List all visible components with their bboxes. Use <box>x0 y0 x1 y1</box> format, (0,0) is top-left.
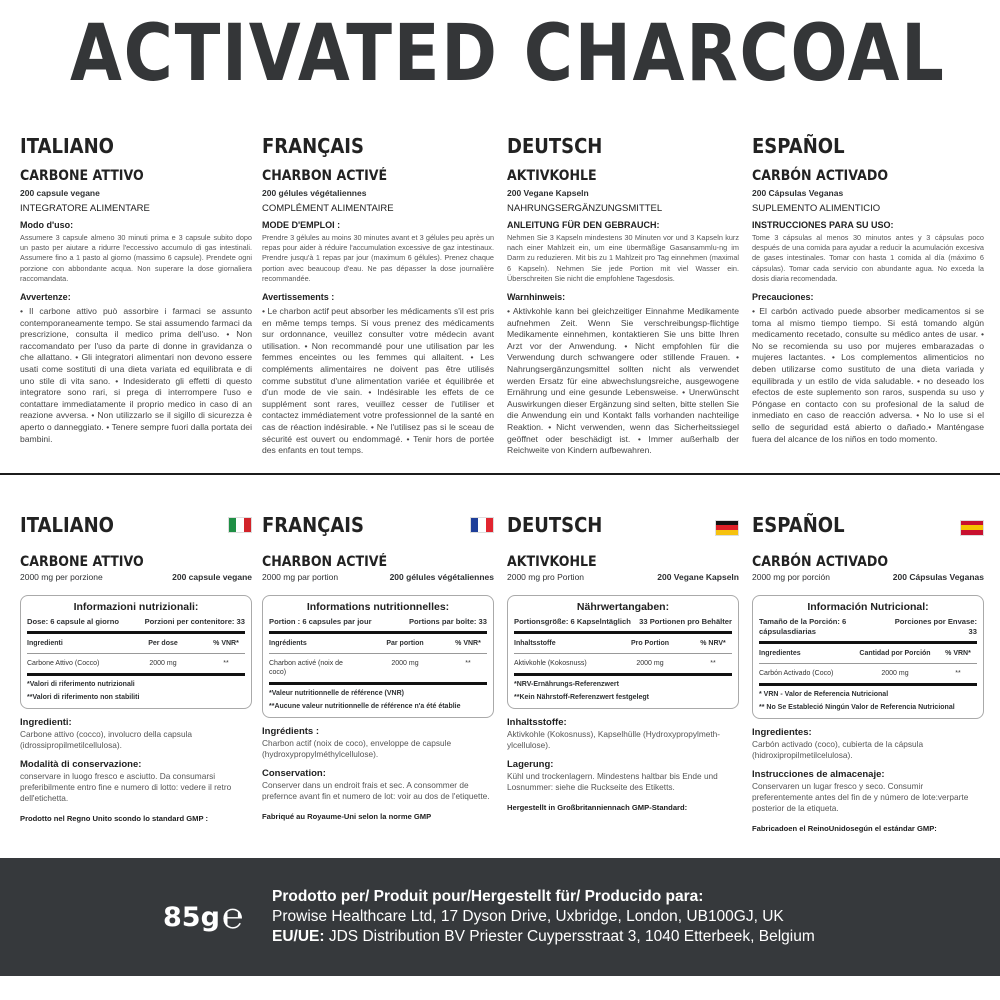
spain-flag-icon <box>960 520 984 536</box>
storage-text: Conservaren un lugar fresco y seco. Consumir preferentemente antes del fin de y número de lote:verparte posterior de la etiqueta. <box>752 781 969 813</box>
usage-text: Prendre 3 gélules au moins 30 minutes avant et 3 gélules peu après un repas pour aider à réduire l'accumulation excessive de gaz intestinaux. Prendre jusqu'à 1 repas par jour (maximum 6 gélules). Prenez chaque portion avec beaucoup d'eau. Ne pas dépasser la dose journalière recommandée. <box>262 233 494 283</box>
col-header: Pro Portion <box>630 640 670 647</box>
product-name: CARBÓN ACTIVADO <box>752 168 889 184</box>
storage-heading: Modalità di conservazione: <box>20 759 142 770</box>
col-header: Per dose <box>148 640 178 647</box>
storage-heading: Conservation: <box>262 768 326 779</box>
cell: 2000 mg <box>149 660 177 667</box>
capsule-count: 200 gélules végétaliennes <box>262 188 367 198</box>
col-header: % VRN* <box>945 650 971 657</box>
dose: 2000 mg pro Portion <box>507 572 585 582</box>
warning-text: • Le charbon actif peut absorber les médicaments s'il est pris en même temps temps. Si vous prenez des médicaments sur ordonnance, veuillez consulter votre médecin avant utilisation. • Non recommandé pour une utilisation par les femmes enceintes ou les femmes qui allaitent. • Les compléments alimentaires ne doivent pas être utilisés comme substitut d'une alimentation variée et équilibrée et d'un mode de vie sain. • Indésirable les effets de ce supplément sont rares, veuillez cesser de l'utiliser et contactez immédiatement votre professionnel de la santé en cas de réaction indésirable. • Ne l'utilisez pas si le sceau de sécurité est ouvert ou endommagé. • Tenir hors de portée des enfants en tout temps. <box>262 306 494 456</box>
nutrition-table <box>262 595 494 718</box>
footnote: *Valeur nutritionnelle de référence (VNR) <box>269 690 404 697</box>
manufacturer-address <box>272 877 815 957</box>
made-in: Fabriqué au Royaume-Uni selon la norme GMP <box>262 812 432 821</box>
category: NAHRUNGSERGÄNZUNGSMITTEL <box>507 203 663 214</box>
table-header <box>27 634 245 654</box>
nutrition-table <box>752 595 984 719</box>
footnote: * VRN - Valor de Referencia Nutricional <box>759 691 889 698</box>
top-column <box>752 134 984 445</box>
storage-text: conservare in luogo fresco e asciutto. Da consumarsi preferibilmente entro fine e numero di lotto: vedere il retro dell'etichetta. <box>20 771 232 803</box>
serving-size: Tamaño de la Porción: 6 cápsulasdiarias <box>759 617 847 636</box>
cell: Charbon activé (noix de coco) <box>269 660 343 676</box>
language-heading: FRANÇAIS <box>262 134 364 158</box>
top-column <box>20 134 252 445</box>
product-name: CARBÓN ACTIVADO <box>752 554 889 570</box>
warning-heading: Avvertenze: <box>20 292 71 303</box>
nutrition-title: Nährwertangaben: <box>576 601 670 613</box>
weight-group <box>163 896 272 937</box>
capsule-count: 200 Vegane Kapseln <box>507 188 589 198</box>
ingredients-heading: Ingrédients : <box>262 726 320 737</box>
usage-text: Nehmen Sie 3 Kapseln mindestens 30 Minuten vor und 3 Kapseln kurz nach einer Mahlzeit ein, um eine übermäßige Gasansammlu-ng im Darm zu reduzieren. Mit bis zu 1 Mahlzeit pro Tag einnehmen (maximal 6 Kapseln). Nehmen Sie jede Portion mit viel Wasser ein. Überschreiten Sie nicht die empfohlene Tagesdosis. <box>507 233 739 283</box>
usage-heading: MODE D'EMPLOI : <box>262 220 341 230</box>
italy-flag-icon <box>228 517 252 533</box>
cell: 2000 mg <box>636 660 664 667</box>
table-header <box>759 644 977 664</box>
table-row <box>27 654 245 676</box>
category: COMPLÉMENT ALIMENTAIRE <box>262 203 394 214</box>
produced-for-label: Prodotto per/ Produit pour/Hergestellt für/ Producido para: <box>272 888 704 905</box>
germany-flag-icon <box>715 520 739 536</box>
table-row <box>514 654 732 676</box>
servings-per-container: Porciones por Envase: 33 <box>894 617 977 636</box>
uk-address: Prowise Healthcare Ltd, 17 Dyson Drive, Uxbridge, London, UB100GJ, UK <box>272 908 784 925</box>
language-heading: FRANÇAIS <box>262 513 364 537</box>
usage-heading: INSTRUCCIONES PARA SU USO: <box>752 220 894 230</box>
category: INTEGRATORE ALIMENTARE <box>20 203 150 214</box>
warning-heading: Precauciones: <box>752 292 814 303</box>
language-heading: ITALIANO <box>20 134 114 158</box>
bottom-section <box>0 475 1000 834</box>
cell: ** <box>223 660 229 667</box>
ingredients-text: Aktivkohle (Kokosnuss), Kapselhülle (Hydroxypropylmeth-ylcellulose). <box>507 729 721 750</box>
table-row <box>269 654 487 685</box>
ingredients-heading: Ingredienti: <box>20 717 72 728</box>
france-flag-icon <box>470 517 494 533</box>
capsule-count: 200 capsule vegane <box>172 572 252 582</box>
warning-heading: Avertissements : <box>262 292 335 303</box>
nutrition-title: Información Nutricional: <box>807 601 929 613</box>
servings-per-container: 33 Portionen pro Behälter <box>639 617 732 626</box>
capsule-count: 200 capsule vegane <box>20 188 100 198</box>
ingredients-heading: Ingredientes: <box>752 727 812 738</box>
footnote: *Valori di riferimento nutrizionali <box>27 681 135 688</box>
dose: 2000 mg por porción <box>752 572 830 582</box>
usage-heading: ANLEITUNG FÜR DEN GEBRAUCH: <box>507 220 660 230</box>
cell: 2000 mg <box>881 670 909 677</box>
dose: 2000 mg par portion <box>262 572 339 582</box>
usage-text: Tome 3 cápsulas al menos 30 minutos antes y 3 cápsulas poco después de una comida para ayudar a reducir la acumulación excesiva de gases intestinales. Tomar con hasta 1 comida al día (máximo 6 cápsulas). Tomar cada servicio con abundante agua. No exceda la dosis diaria recomendada. <box>752 233 984 283</box>
col-header: % NRV* <box>700 640 726 647</box>
bottom-column <box>507 512 739 813</box>
ingredients-text: Charbon actif (noix de coco), enveloppe de capsule (hydroxypropylméthylcellulose). <box>262 738 452 759</box>
footnote: ** No Se Estableció Ningún Valor de Referencia Nutricional <box>759 704 955 711</box>
footnote: *NRV-Ernährungs-Referenzwert <box>514 681 619 688</box>
capsule-count: 200 Vegane Kapseln <box>657 572 739 582</box>
ingredients-text: Carbón activado (coco), cubierta de la cápsula (hidroxipropilmetilcelulosa). <box>752 739 924 760</box>
dose: 2000 mg per porzione <box>20 572 103 582</box>
storage-heading: Instrucciones de almacenaje: <box>752 769 885 780</box>
product-name: CHARBON ACTIVÉ <box>262 554 388 570</box>
net-weight: 85g <box>163 901 220 933</box>
cell: 2000 mg <box>391 660 419 667</box>
table-row <box>759 664 977 686</box>
serving-size: Portionsgröße: 6 Kapselntäglich <box>514 617 631 626</box>
made-in: Fabricadoen el ReinoUnidosegún el estándar GMP: <box>752 824 937 833</box>
page-title: ACTIVATED CHARCOAL <box>70 9 946 99</box>
nutrition-title: Informations nutritionnelles: <box>306 601 450 613</box>
warning-text: • El carbón activado puede absorber medicamentos si se toma al mismo tiempo tiempo. Si está tomando algún medicamento recetado, consulte su médico antes de usar. • No se recomienda su uso por mujeres embarazadas o mujeres lactantes. • Los complementos alimenticios no deben utilizarse como sustituto de una dieta variada y equilibrada y un estilo de vida saludable. • no deseado los efectos de este suplemento son raros, suspenda su uso y Póngase en contacto con su profesional de la salud de inmediato en caso de reacción adversa. • No lo use si el sello de seguridad está abierto o dañado.• Manténgase fuera del alcance de los niños en todo momento. <box>752 306 984 444</box>
eu-address: JDS Distribution BV Priester Cuypersstraat 3, 1040 Etterbeek, Belgium <box>324 928 815 945</box>
col-header: % VNR* <box>213 640 239 647</box>
bottom-column <box>20 512 252 824</box>
footer <box>0 858 1000 976</box>
table-header <box>514 634 732 654</box>
usage-text: Assumere 3 capsule almeno 30 minuti prima e 3 capsule subito dopo un pasto per aiutare a ridurre l'eccessivo accumulo di gas intestinali. Assumere fino a 1 pasto al giorno (massimo 6 capsule). Prendete ogni porzione con abbondante acqua. Non superare la dose giornaliera raccomandata. <box>20 233 252 283</box>
top-section <box>0 126 1000 467</box>
product-name: AKTIVKOHLE <box>507 554 597 570</box>
servings-per-container: Portions par boîte: 33 <box>408 617 487 626</box>
eu-label: EU/UE: <box>272 928 325 945</box>
language-heading: DEUTSCH <box>507 134 603 158</box>
col-header: Par portion <box>386 640 424 647</box>
bottom-column <box>752 512 984 834</box>
col-header: Ingredientes <box>759 650 801 657</box>
cell: Aktivkohle (Kokosnuss) <box>514 660 587 667</box>
language-heading: ESPAÑOL <box>752 134 845 158</box>
language-heading: DEUTSCH <box>507 513 603 537</box>
cell: ** <box>955 670 961 677</box>
usage-heading: Modo d'uso: <box>20 220 74 230</box>
warning-heading: Warnhinweis: <box>507 292 566 303</box>
col-header: Ingredienti <box>27 640 63 647</box>
language-heading: ESPAÑOL <box>752 513 845 537</box>
made-in: Prodotto nel Regno Unito scondo lo standard GMP : <box>20 814 209 823</box>
ingredients-heading: Inhaltsstoffe: <box>507 717 567 728</box>
cell: ** <box>710 660 716 667</box>
bottom-column <box>262 512 494 822</box>
language-heading: ITALIANO <box>20 513 114 537</box>
product-name: CARBONE ATTIVO <box>20 168 144 184</box>
product-name: CARBONE ATTIVO <box>20 554 144 570</box>
nutrition-title: Informazioni nutrizionali: <box>73 601 199 613</box>
servings-per-container: Porzioni per contenitore: 33 <box>144 617 245 626</box>
made-in: Hergestellt in Großbritanniennach GMP-Standard: <box>507 803 688 812</box>
nutrition-table <box>507 595 739 709</box>
col-header: Cantidad por Porción <box>859 650 931 657</box>
col-header: % VNR* <box>455 640 481 647</box>
top-column <box>507 134 739 457</box>
col-header: Ingrédients <box>269 640 307 647</box>
storage-heading: Lagerung: <box>507 759 554 770</box>
table-header <box>269 634 487 654</box>
capsule-count: 200 gélules végétaliennes <box>389 572 494 582</box>
ingredients-text: Carbone attivo (cocco), involucro della capsula (idrossipropilmetilcellulosa). <box>20 729 193 750</box>
nutrition-table <box>20 595 252 709</box>
storage-text: Kühl und trockenlagern. Mindestens haltbar bis Ende und Losnummer: siehe die Ruckseite des Etiketts. <box>507 771 718 792</box>
capsule-count: 200 Cápsulas Veganas <box>892 572 984 582</box>
col-header: Inhaltsstoffe <box>514 640 556 647</box>
storage-text: Conserver dans un endroit frais et sec. A consommer de prefernce avant fin et numero de lot: voir au dos de l'etiquette. <box>262 780 490 801</box>
warning-text: • Aktivkohle kann bei gleichzeitiger Einnahme Medikamente aufnehmen Zeit. Wenn Sie verschreibungsp-flichtige Medikamente einnehmen, kontaktieren Sie uns bitte Ihren Arzt vor der Anwendung. • Nicht empfohlen für die Verwendung durch schwangere oder stillende Frauen. • Nahrungsergänzungsmittel sollten nicht als verwendet werden Ersatz für eine abwechslungsreiche, ausgewogene Ernährung und eine gesunde Lebensweise. • Unerwünscht Auswirkungen dieser Ergänzung sind selten, bitte stellen Sie die Anwendung ein und Kontakt falls vorhanden nachteilige Reaktion. • Nicht verwenden, wenn das Sicherheitssiegel geöffnet oder beschädigt ist. • Immer außerhalb der Reichweite von Kindern aufbewahren. <box>507 306 739 456</box>
product-name: CHARBON ACTIVÉ <box>262 168 388 184</box>
footnote: **Kein Nährstoff-Referenzwert festgelegt <box>514 694 649 701</box>
estimated-sign-icon: ℮ <box>221 896 244 937</box>
product-name: AKTIVKOHLE <box>507 168 597 184</box>
footnote: **Valori di riferimento non stabiliti <box>27 694 140 701</box>
footnote: **Aucune valeur nutritionnelle de référence n'a été établie <box>269 703 461 710</box>
warning-text: • Il carbone attivo può assorbire i farmaci se assunto contemporaneamente tempo. Se stai assumendo farmaci da prescrizione, consulta il medico prima dell'uso. • Non raccomandato per l'uso da parte di donne in gravidanza o che allattano. • Gli integratori alimentari non devono essere usati come sostituti di una dieta variata ed equilibrata e di uno stile di vita sano. • Indesiderato gli effetti di questo integratore sono rari, si prega di interrompere l'uso e contattare immediatamente il proprio medico in caso di an reazione avversa. • Non utilizzarlo se il sigillo di sicurezza è aperto o danneggiato. • Tenere sempre fuori dalla portata dei bambini. <box>20 306 252 444</box>
category: SUPLEMENTO ALIMENTICIO <box>752 203 881 214</box>
cell: Carbone Attivo (Cocco) <box>27 660 100 667</box>
cell: Carbón Activado (Coco) <box>759 670 834 677</box>
cell: ** <box>465 660 471 667</box>
capsule-count: 200 Cápsulas Veganas <box>752 188 844 198</box>
serving-size: Dose: 6 capsule al giorno <box>27 617 119 626</box>
serving-size: Portion : 6 capsules par jour <box>269 617 372 626</box>
top-column <box>262 134 494 457</box>
